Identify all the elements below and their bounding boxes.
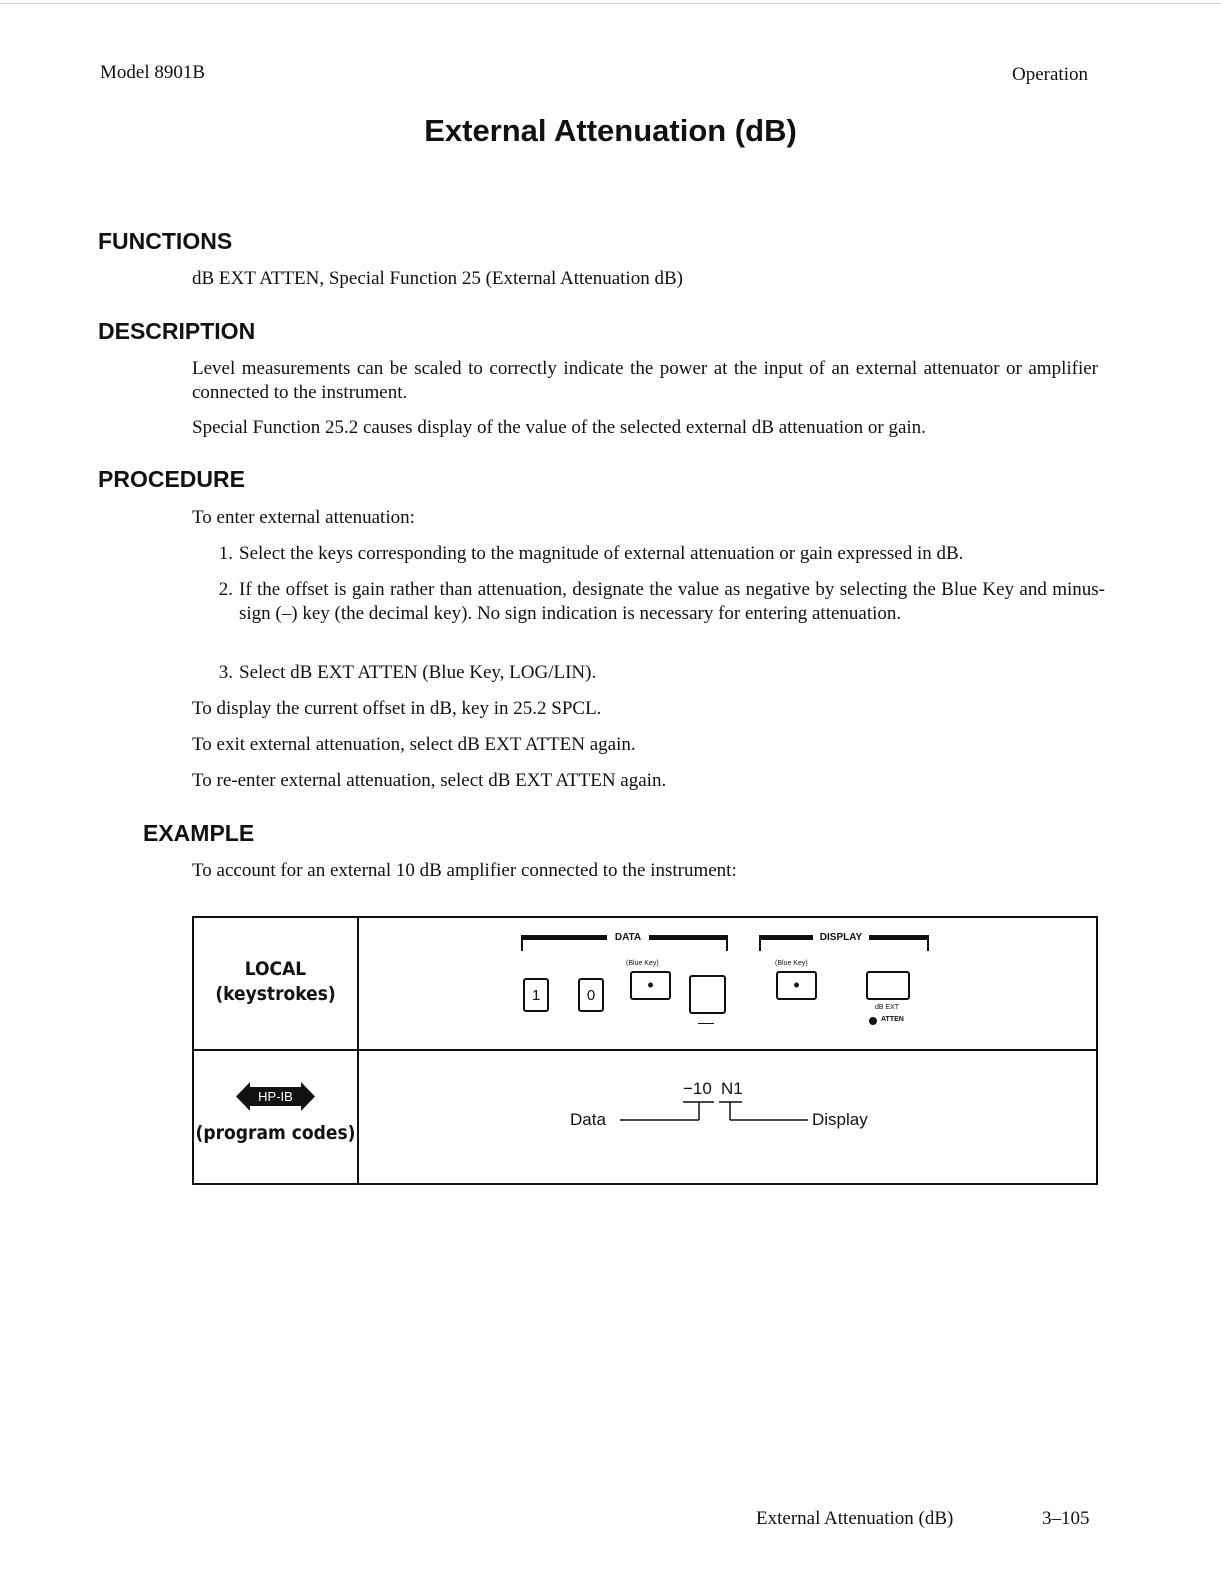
hpib-sublabel: (program codes) [195, 1122, 356, 1144]
functions-text: dB EXT ATTEN, Special Function 25 (External Attenuation dB) [192, 268, 683, 289]
blue-key: • [776, 971, 817, 1000]
procedure-intro: To enter external attenuation: [192, 507, 415, 528]
step-text: Select the keys corresponding to the magnitude of external attenuation or gain expressed in dB. [239, 543, 964, 564]
example-heading: EXAMPLE [143, 820, 255, 846]
bracket-bar [869, 935, 929, 940]
bracket-bar [759, 935, 813, 940]
bracket-end [521, 935, 523, 951]
hpib-badge [236, 1082, 315, 1111]
top-rule [0, 3, 1221, 4]
blue-key-note: (Blue Key) [626, 960, 659, 967]
section-label: Operation [1012, 64, 1088, 85]
program-code-display: N1 [721, 1079, 743, 1098]
table-row-divider [192, 1049, 1098, 1051]
local-label: LOCAL [244, 958, 307, 980]
step-number: 3. [218, 662, 233, 683]
key-1: 1 [523, 978, 549, 1012]
example-intro: To account for an external 10 dB amplifier connected to the instrument: [192, 860, 737, 881]
display-group-bracket [759, 934, 929, 952]
procedure-note-reenter: To re-enter external attenuation, select dB EXT ATTEN again. [192, 770, 667, 791]
procedure-note-display: To display the current offset in dB, key in 25.2 SPCL. [192, 698, 602, 719]
hpib-badge-text: HP-IB [258, 1089, 293, 1104]
key-0: 0 [578, 978, 604, 1012]
functions-heading: FUNCTIONS [98, 228, 233, 254]
bracket-bar [649, 935, 728, 940]
bracket-end [927, 935, 929, 951]
procedure-note-exit: To exit external attenuation, select dB EXT ATTEN again. [192, 734, 636, 755]
description-paragraph-2: Special Function 25.2 causes display of the value of the selected external dB attenuation or gain. [192, 417, 926, 438]
program-code-connectors [620, 1094, 810, 1124]
model-label: Model 8901B [100, 62, 206, 83]
minus-mark [698, 1023, 714, 1024]
data-group-bracket [521, 934, 728, 952]
atten-indicator-icon [869, 1017, 877, 1025]
display-label: Display [812, 1110, 868, 1129]
local-sublabel: (keystrokes) [215, 983, 336, 1005]
page-number: 3–105 [1042, 1508, 1090, 1529]
program-code-data: −10 [683, 1079, 712, 1098]
display-group-label: DISPLAY [819, 932, 863, 943]
procedure-heading: PROCEDURE [98, 466, 245, 492]
description-paragraph-1: Level measurements can be scaled to correctly indicate the power at the input of an external attenuator or amplifier connected to the instrument. [192, 358, 1098, 403]
bracket-bar [521, 935, 607, 940]
db-ext-label: dB EXT [874, 1004, 900, 1011]
db-ext-atten-key [866, 971, 910, 1000]
step-text: Select dB EXT ATTEN (Blue Key, LOG/LIN). [239, 662, 597, 683]
bracket-end [759, 935, 761, 951]
bracket-end [726, 935, 728, 951]
step-number: 1. [218, 543, 233, 564]
description-heading: DESCRIPTION [98, 318, 256, 344]
step-text: If the offset is gain rather than attenuation, designate the value as negative by selecting the Blue Key and minus-sign (–) key (the decimal key). No sign indication is necessary for entering attenuation. [239, 579, 1105, 624]
data-label: Data [570, 1110, 606, 1129]
data-group-label: DATA [614, 932, 642, 943]
step-number: 2. [218, 579, 233, 600]
minus-key [689, 975, 726, 1014]
decimal-key: • [630, 971, 671, 1000]
atten-label: ATTEN [881, 1016, 904, 1023]
page-title: External Attenuation (dB) [424, 113, 797, 148]
footer-title: External Attenuation (dB) [756, 1508, 954, 1529]
blue-key-note: (Blue Key) [775, 960, 808, 967]
